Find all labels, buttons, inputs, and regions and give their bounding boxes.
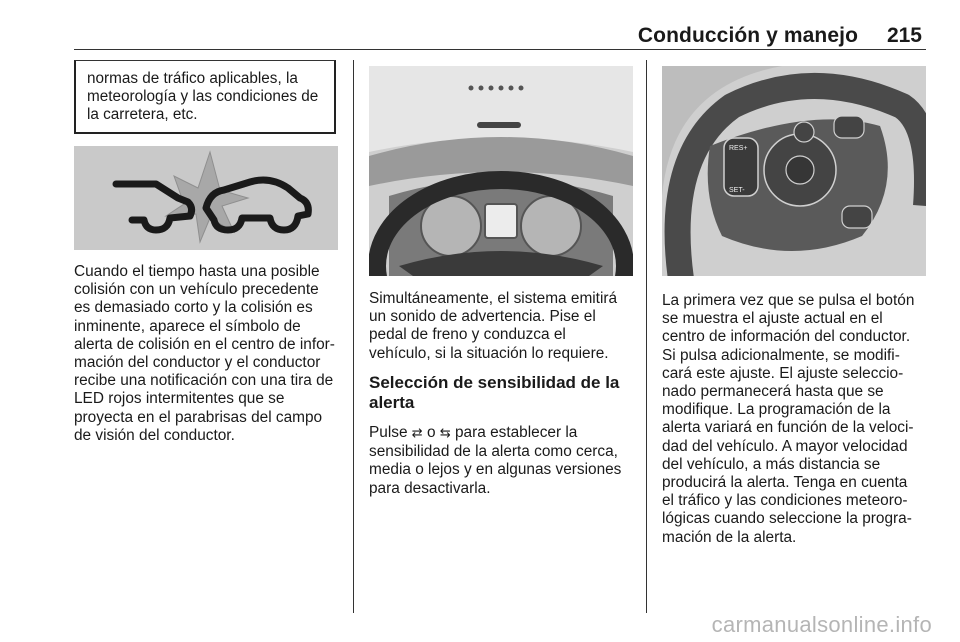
set-button-label: SET- [729,187,745,194]
text-line: lógicas cuando seleccione la progra- [662,510,912,528]
text-line: inminente, aparece el símbolo de [74,317,301,335]
following-distance-button [794,122,814,142]
text-line: es demasiado corto y la colisión es [74,299,313,317]
note-line: normas de tráfico aplicables, la [87,70,298,87]
text-line: LED rojos intermitentes que se [74,390,285,408]
text-fragment: para establecer la [450,424,578,441]
brake-instruction-paragraph [369,290,639,363]
header-rule [74,49,926,50]
text-line: Cuando el tiempo hasta una posible [74,263,320,280]
sensitivity-details-paragraph [662,292,932,547]
text-line: Si pulsa adicionalmente, se modifi- [662,346,900,364]
sensitivity-paragraph [369,424,639,498]
text-line: proyecta en el parabrisas del campo [74,408,323,426]
dashboard-illustration [369,66,633,276]
heading-line: Selección de sensibilidad de la [369,373,620,392]
page-header-title: Conducción y manejo [637,24,858,47]
text-line: sensibilidad de la alerta como cerca, [369,443,618,461]
text-line: cará este ajuste. El ajuste seleccio- [662,364,904,382]
column-divider [353,60,354,613]
text-line: de visión del conductor. [74,426,235,444]
text-line: dad del vehículo. A mayor velocidad [662,437,908,455]
text-line: se muestra el ajuste actual en el [662,310,883,328]
text-line: nado permanecerá hasta que se [662,383,884,401]
text-line: Simultáneamente, el sistema emitirá [369,290,618,307]
text-line: recibe una notificación con una tira de [74,372,334,390]
text-line: media o lejos y en algunas versiones [369,461,622,479]
collision-warning-symbol-illustration [74,146,338,250]
res-button-label: RES+ [729,145,748,152]
text-fragment: Pulse [369,424,412,441]
text-line: alerta variará en función de la veloci- [662,419,914,437]
sensitivity-decrease-icon: ⇆ [439,426,451,441]
heading-line: alerta [369,393,415,412]
text-line: un sonido de advertencia. Pise el [369,308,596,326]
watermark: carmanualsonline.info [711,612,932,637]
section-heading [369,373,639,413]
text-line: el tráfico y las condiciones meteoro- [662,492,908,510]
text-line: alerta de colisión en el centro de infor- [74,335,335,353]
text-line: modifique. La programación de la [662,401,891,419]
text-line: mación de la alerta. [662,528,797,546]
text-line: para desactivarla. [369,479,491,497]
text-line: producirá la alerta. Tenga en cuenta [662,474,908,492]
text-fragment: o [422,424,440,441]
text-line [369,424,639,443]
column-divider [646,60,647,613]
steering-wheel-controls-illustration [662,66,926,276]
text-line: del vehículo, a más distancia se [662,455,881,473]
text-line: mación del conductor y el conductor [74,354,321,372]
text-line: centro de información del conductor. [662,328,911,346]
sensitivity-increase-icon: ⇄ [411,426,423,441]
text-line: vehículo, si la situación lo requiere. [369,344,609,362]
note-line: la carretera, etc. [87,106,198,123]
note-line: meteorología y las condiciones de [87,88,319,105]
page-number: 215 [886,24,922,47]
text-line: colisión con un vehículo precedente [74,281,319,299]
text-line: pedal de freno y conduzca el [369,326,566,344]
collision-alert-paragraph [74,263,344,445]
text-line: La primera vez que se pulsa el botón [662,292,915,309]
note-box [74,60,336,134]
